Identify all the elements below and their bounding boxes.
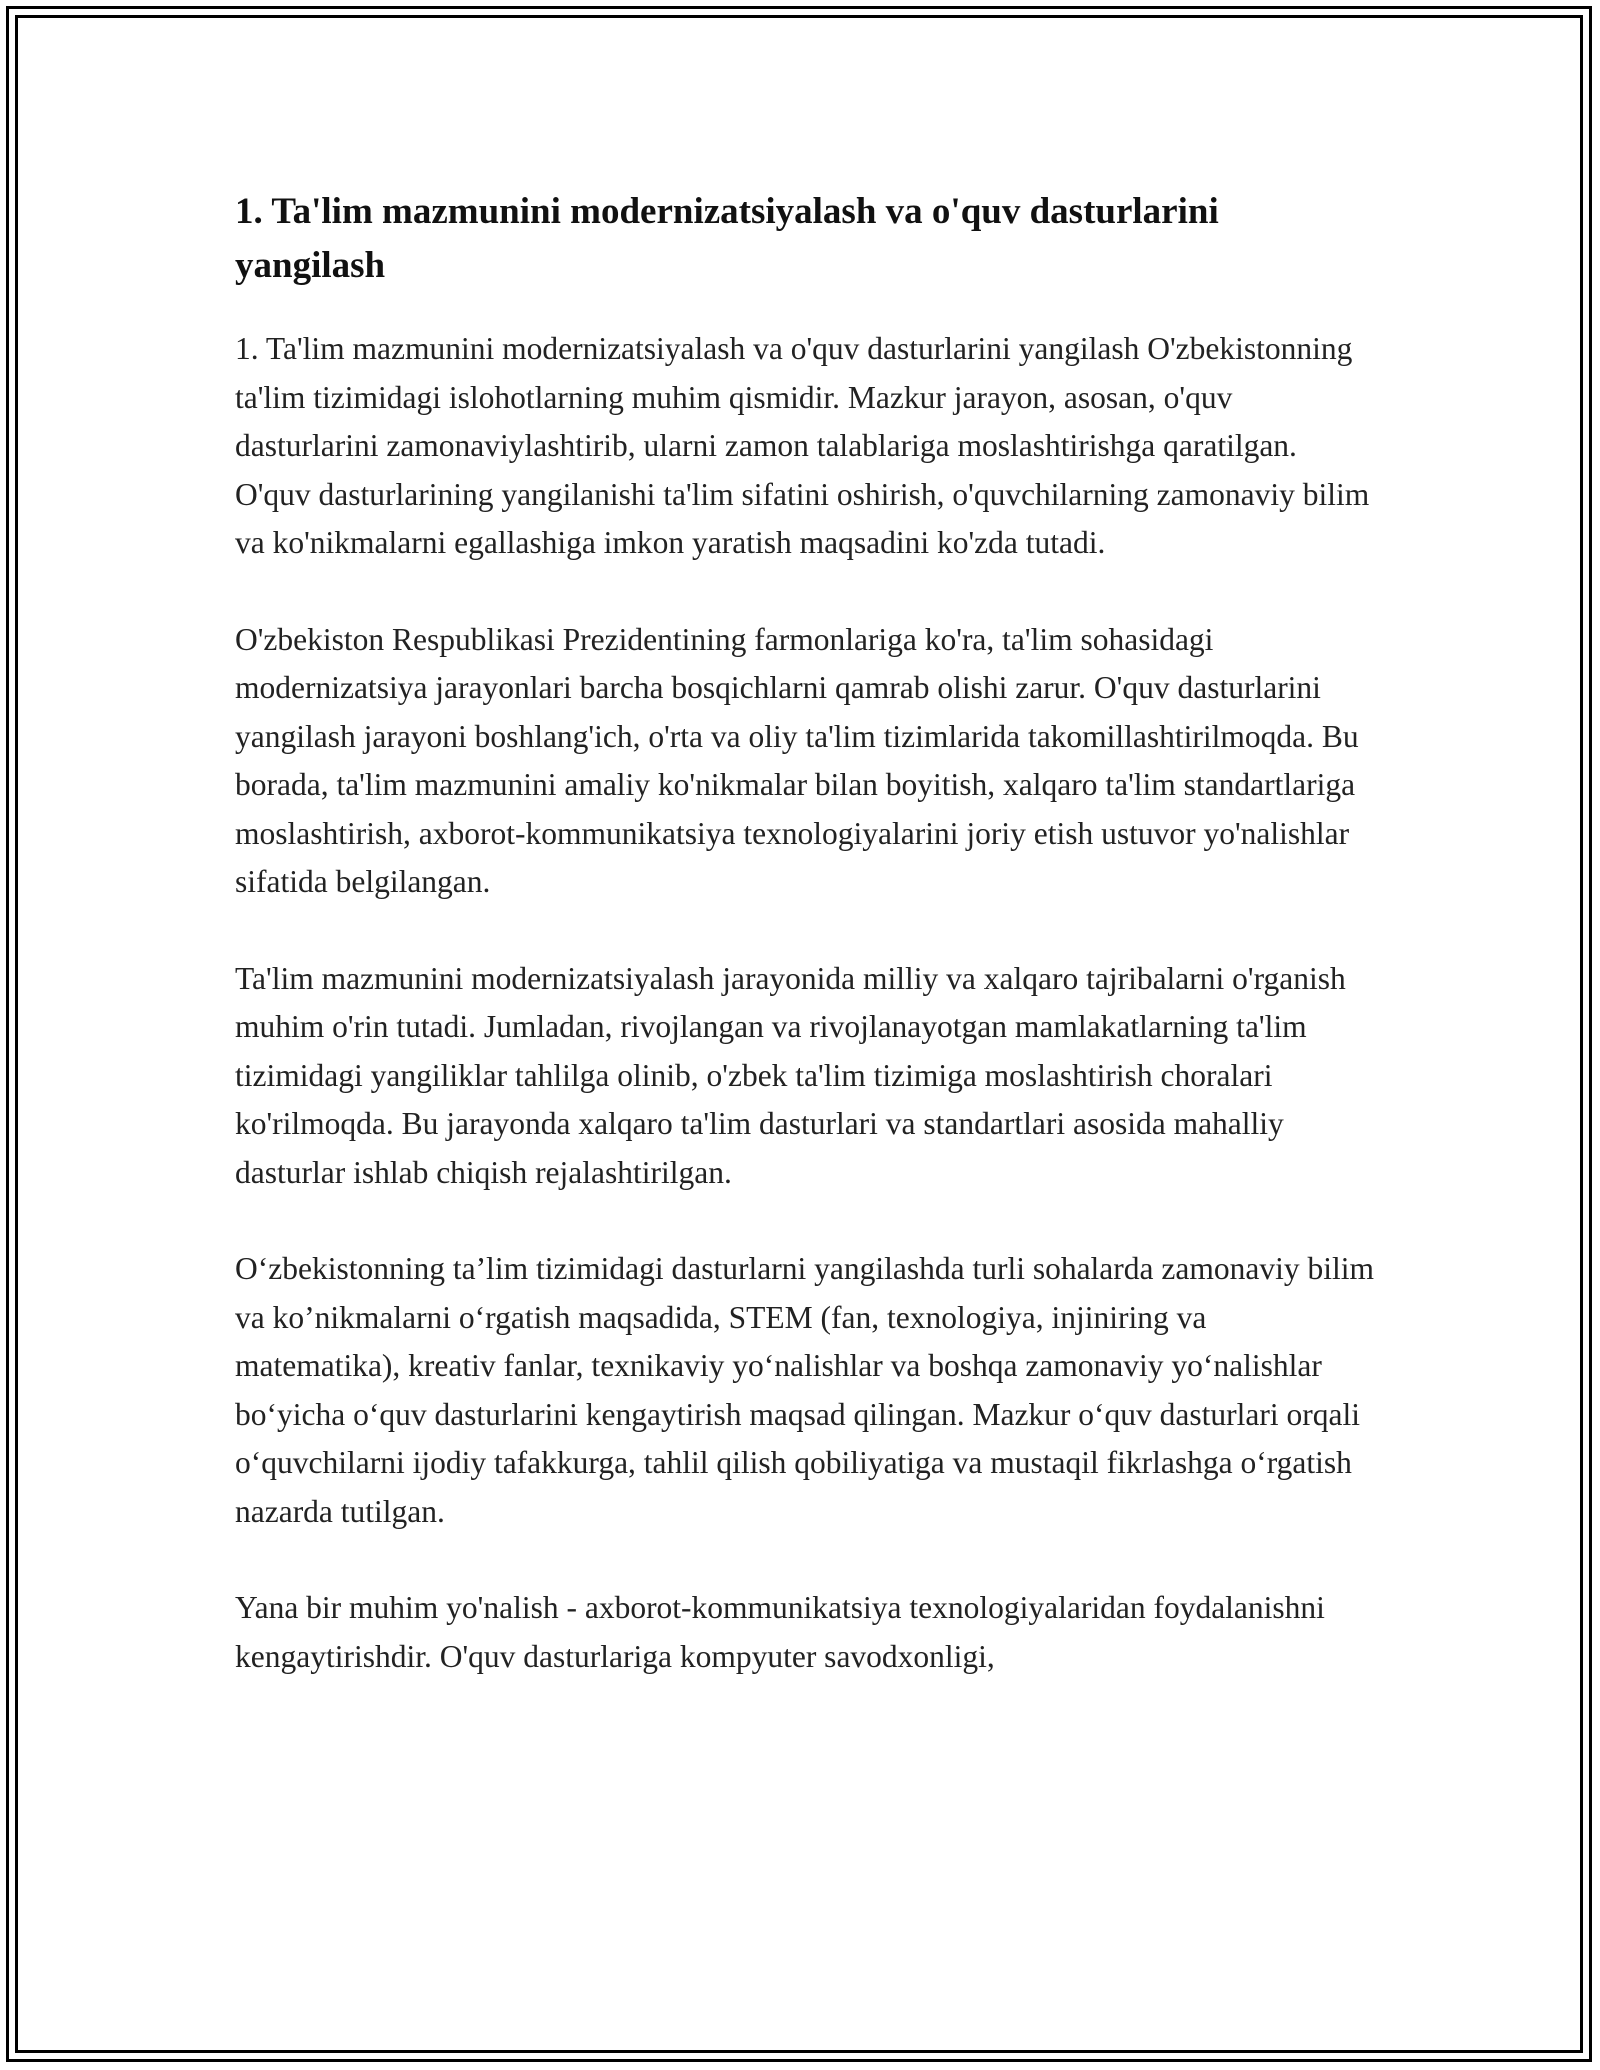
section-heading: 1. Ta'lim mazmunini modernizatsiyalash va o'quv dasturlarini yangilash xyxy=(235,191,1219,286)
paragraph-intro: 1. Ta'lim mazmunini modernizatsiyalash va o'quv dasturlarini yangilash O'zbekistonning ta'lim tizimidagi islohotlarning muhim qismidir. Mazkur jarayon, asosan, o'quv dasturlarini zamonaviylashtirib, ularni zamon talablariga moslashtirishga qaratilgan. O'quv dasturlarining yangilanishi ta'lim sifatini oshirish, o'quvchilarning zamonaviy bilim va ko'nikmalarni egallashiga imkon yaratish maqsadini ko'zda tutadi. xyxy=(235,331,1370,560)
paragraph-stem-programs: O‘zbekistonning ta’lim tizimidagi dasturlarni yangilashda turli sohalarda zamonaviy bilim va ko’nikmalarni o‘rgatish maqsadida, STEM (fan, texnologiya, injiniring va matematika), kreativ fanlar, texnikaviy yo‘nalishlar va boshqa zamonaviy yo‘nalishlar bo‘yicha o‘quv dasturlarini kengaytirish maqsad qilingan. Mazkur o‘quv dasturlari orqali o‘quvchilarni ijodiy tafakkurga, tahlil qilish qobiliyatiga va mustaqil fikrlashga o‘rgatish nazarda tutilgan. xyxy=(235,1251,1374,1529)
paragraph-ict: Yana bir muhim yo'nalish - axborot-kommunikatsiya texnologiyalaridan foydalanishni kengaytirishdir. O'quv dasturlariga kompyuter savodxonligi, xyxy=(235,1590,1325,1674)
paragraph-presidential-decrees: O'zbekiston Respublikasi Prezidentining farmonlariga ko'ra, ta'lim sohasidagi modernizatsiya jarayonlari barcha bosqichlarni qamrab olishi zarur. O'quv dasturlarini yangilash jarayoni boshlang'ich, o'rta va oliy ta'lim tizimlarida takomillashtirilmoqda. Bu borada, ta'lim mazmunini amaliy ko'nikmalar bilan boyitish, xalqaro ta'lim standartlariga moslashtirish, axborot-kommunikatsiya texnologiyalarini joriy etish ustuvor yo'nalishlar sifatida belgilangan. xyxy=(235,621,1359,899)
document-body xyxy=(235,185,1375,1729)
paragraph-international-experience: Ta'lim mazmunini modernizatsiyalash jarayonida milliy va xalqaro tajribalarni o'rganish muhim o'rin tutadi. Jumladan, rivojlangan va rivojlanayotgan mamlakatlarning ta'lim tizimidagi yangiliklar tahlilga olinib, o'zbek ta'lim tizimiga moslashtirish choralari ko'rilmoqda. Bu jarayonda xalqaro ta'lim dasturlari va standartlari asosida mahalliy dasturlar ishlab chiqish rejalashtirilgan. xyxy=(235,960,1346,1190)
